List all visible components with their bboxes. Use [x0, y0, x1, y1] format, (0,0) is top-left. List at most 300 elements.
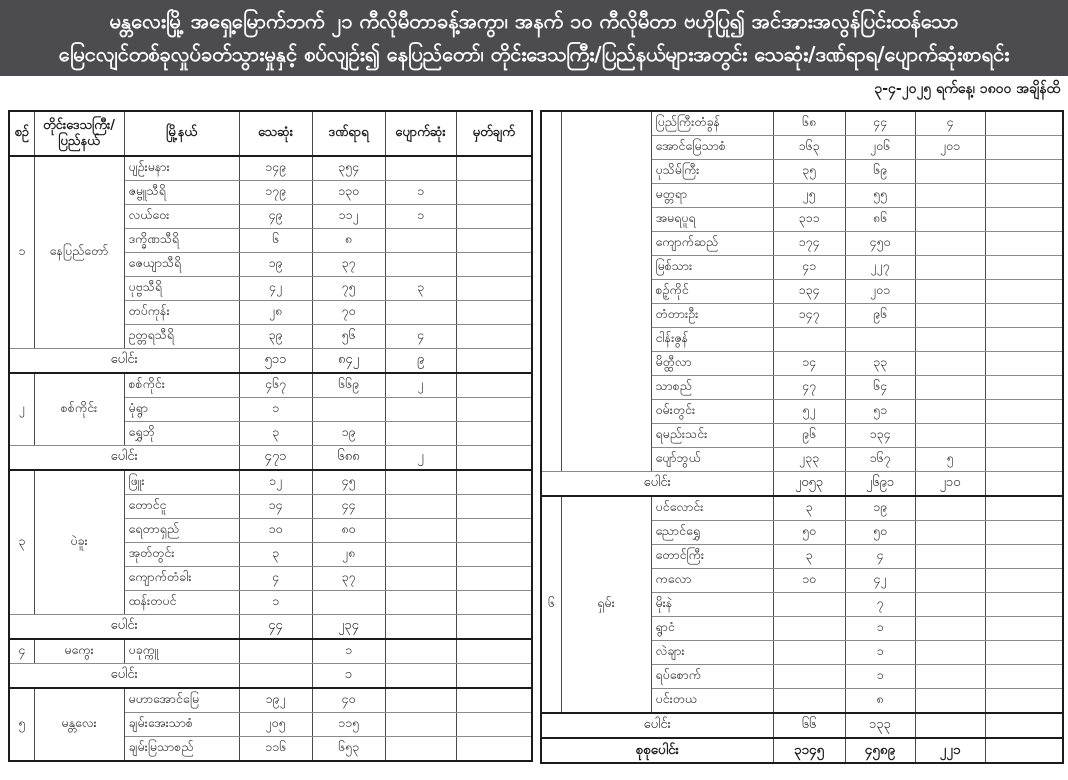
remark-cell — [985, 424, 1063, 448]
injured-cell: ၁၁၂ — [312, 205, 385, 229]
remark-cell — [985, 569, 1063, 593]
remark-cell — [456, 349, 532, 374]
header-row — [9, 111, 532, 156]
total-row — [9, 349, 532, 374]
deaths-cell: ၁ — [239, 398, 312, 422]
missing-cell: ၂ — [385, 373, 456, 398]
col-header-deaths: သေဆုံး — [239, 111, 312, 156]
remark-cell — [456, 205, 532, 229]
table-row — [9, 156, 532, 181]
injured-cell: ၄၄ — [312, 495, 385, 519]
injured-cell: ၁၃၀ — [312, 181, 385, 205]
township-cell: ဇေယျာသီရိ — [124, 253, 239, 277]
missing-cell — [915, 280, 985, 304]
township-cell: ပင်လောင်း — [651, 496, 773, 521]
missing-cell: ၂၂၁ — [915, 738, 985, 763]
total-label-cell: ပေါင်း — [541, 472, 773, 497]
missing-cell — [385, 567, 456, 591]
total-row — [9, 615, 532, 640]
missing-cell — [915, 545, 985, 569]
missing-cell: ၃ — [385, 277, 456, 301]
date-line: ၃-၄-၂၀၂၅ ရက်နေ့၊ ၁၈၀၀ အချိန်ထိ — [874, 81, 1060, 97]
remark-cell — [456, 253, 532, 277]
injured-cell: ၄၂ — [845, 569, 915, 593]
remark-cell — [456, 688, 532, 713]
township-cell: ပင်းတယ — [651, 689, 773, 714]
missing-cell — [385, 156, 456, 181]
injured-cell: ၈ — [845, 689, 915, 714]
deaths-cell: ၃၁၁ — [773, 208, 845, 232]
injured-cell — [845, 328, 915, 352]
injured-cell: ၂၀၆ — [845, 136, 915, 160]
township-cell: ပုဗ္ဗသီရိ — [124, 277, 239, 301]
missing-cell — [915, 304, 985, 328]
col-header-no: စဉ် — [9, 111, 34, 156]
injured-cell: ၇၅ — [312, 277, 385, 301]
injured-cell: ၁၉ — [312, 422, 385, 446]
region-cell: မန္တလေး — [34, 688, 124, 761]
remark-cell — [456, 470, 532, 495]
injured-cell: ၄၅ — [312, 470, 385, 495]
deaths-cell — [773, 617, 845, 641]
township-cell: ဥတ္တရသီရိ — [124, 325, 239, 349]
remark-cell — [985, 400, 1063, 424]
deaths-cell — [773, 593, 845, 617]
table-row — [9, 373, 532, 398]
township-cell: မုံရွာ — [124, 398, 239, 422]
remark-cell — [985, 280, 1063, 304]
injured-cell: ၃၇ — [312, 567, 385, 591]
col-header-injured: ဒဏ်ရာရ — [312, 111, 385, 156]
township-cell: ပျဉ်းမနား — [124, 156, 239, 181]
injured-cell: ၁ — [845, 665, 915, 689]
missing-cell — [915, 424, 985, 448]
missing-cell — [385, 398, 456, 422]
injured-cell: ၇ — [845, 593, 915, 617]
injured-cell: ၃၃ — [845, 352, 915, 376]
township-cell: ကျောက်တံခါး — [124, 567, 239, 591]
missing-cell — [915, 689, 985, 714]
township-cell: ညောင်ရွှေ — [651, 521, 773, 545]
injured-cell: ၁ — [845, 641, 915, 665]
deaths-cell — [773, 641, 845, 665]
serial-cell: ၂ — [9, 373, 34, 446]
injured-cell: ၄၀ — [312, 688, 385, 713]
missing-cell: ၄ — [915, 111, 985, 136]
missing-cell: ၁ — [385, 205, 456, 229]
total-label-cell: ပေါင်း — [9, 349, 239, 374]
remark-cell — [985, 160, 1063, 184]
deaths-cell: ၁၃၄ — [773, 280, 845, 304]
deaths-cell: ၂၃၃ — [773, 448, 845, 472]
deaths-cell: ၁၄၇ — [773, 304, 845, 328]
region-cell — [561, 111, 651, 472]
remark-cell — [985, 328, 1063, 352]
serial-cell — [541, 111, 561, 472]
remark-cell — [985, 521, 1063, 545]
township-cell: မတ္တရာ — [651, 184, 773, 208]
remark-cell — [456, 181, 532, 205]
missing-cell — [385, 495, 456, 519]
deaths-cell: ၁၉၂ — [239, 688, 312, 713]
table-row — [9, 470, 532, 495]
injured-cell: ၂၀၁ — [845, 280, 915, 304]
remark-cell — [985, 545, 1063, 569]
deaths-cell: ၅၂ — [773, 400, 845, 424]
remark-cell — [456, 325, 532, 349]
township-cell: ရေတာရှည် — [124, 519, 239, 543]
remark-cell — [456, 713, 532, 737]
missing-cell — [385, 519, 456, 543]
township-cell: ပြည်ကြီးတံခွန် — [651, 111, 773, 136]
deaths-cell: ၃ — [239, 422, 312, 446]
total-row — [9, 446, 532, 471]
township-cell: ဇမ္ဗူသီရိ — [124, 181, 239, 205]
deaths-cell — [773, 689, 845, 714]
injured-cell: ၃၇ — [312, 253, 385, 277]
deaths-cell: ၁၇၄ — [773, 232, 845, 256]
remark-cell — [456, 615, 532, 640]
injured-cell: ၃၅၄ — [312, 156, 385, 181]
remark-cell — [456, 664, 532, 689]
injured-cell: ၄၅၀ — [845, 232, 915, 256]
township-cell: တောင်ကြီး — [651, 545, 773, 569]
table-row — [541, 496, 1063, 521]
remark-cell — [985, 111, 1063, 136]
injured-cell: ၄၅၈၉ — [845, 738, 915, 763]
injured-cell: ၂၆၉၁ — [845, 472, 915, 497]
remark-cell — [985, 496, 1063, 521]
township-cell: ရွာငံ — [651, 617, 773, 641]
deaths-cell: ၁၆၃ — [773, 136, 845, 160]
deaths-cell: ၁ — [239, 591, 312, 615]
injured-cell: ၂၈ — [312, 543, 385, 567]
deaths-cell: ၁၄၉ — [239, 156, 312, 181]
township-cell: မြစ်သား — [651, 256, 773, 280]
missing-cell — [385, 301, 456, 325]
township-cell: မိတ္ထီလာ — [651, 352, 773, 376]
injured-cell: ၂၂၇ — [845, 256, 915, 280]
region-cell: မကွေး — [34, 639, 124, 664]
deaths-cell — [773, 665, 845, 689]
missing-cell — [915, 256, 985, 280]
col-header-region — [34, 111, 124, 156]
remark-cell — [456, 495, 532, 519]
missing-cell — [915, 184, 985, 208]
total-label-cell: ပေါင်း — [9, 446, 239, 471]
deaths-cell: ၆၈ — [773, 111, 845, 136]
missing-cell — [385, 664, 456, 689]
remark-cell — [985, 352, 1063, 376]
deaths-cell: ၄၇ — [773, 376, 845, 400]
table-row — [9, 688, 532, 713]
missing-cell — [915, 400, 985, 424]
remark-cell — [985, 232, 1063, 256]
deaths-cell: ၃၅ — [773, 160, 845, 184]
injured-cell: ၁ — [312, 664, 385, 689]
injured-cell: ၂၃၄ — [312, 615, 385, 640]
township-cell: ဖြူး — [124, 470, 239, 495]
missing-cell — [915, 641, 985, 665]
missing-cell — [385, 591, 456, 615]
remark-cell — [985, 184, 1063, 208]
total-row — [9, 664, 532, 689]
injured-cell: ၁၃၄ — [845, 424, 915, 448]
missing-cell — [915, 521, 985, 545]
missing-cell: ၉ — [385, 349, 456, 374]
remark-cell — [985, 304, 1063, 328]
deaths-cell: ၃ — [773, 545, 845, 569]
deaths-cell: ၄၇၁ — [239, 446, 312, 471]
township-cell: ကလော — [651, 569, 773, 593]
col-header-region-line2: ပြည်နယ် — [58, 133, 100, 149]
missing-cell: ၂၀၁ — [915, 136, 985, 160]
deaths-cell: ၄၁ — [773, 256, 845, 280]
remark-cell — [456, 156, 532, 181]
serial-cell: ၁ — [9, 156, 34, 349]
region-cell: ပဲခူး — [34, 470, 124, 615]
remark-cell — [985, 256, 1063, 280]
remark-cell — [985, 617, 1063, 641]
township-cell: အောင်မြေသာစံ — [651, 136, 773, 160]
injured-cell: ၁၆၇ — [845, 448, 915, 472]
township-cell: အုတ်တွင်း — [124, 543, 239, 567]
missing-cell — [385, 615, 456, 640]
township-cell: ရွှေဘို — [124, 422, 239, 446]
remark-cell — [985, 472, 1063, 497]
deaths-cell: ၄၉ — [239, 205, 312, 229]
missing-cell: ၁ — [385, 181, 456, 205]
missing-cell — [385, 470, 456, 495]
missing-cell — [385, 229, 456, 253]
township-cell: စစ်ကိုင်း — [124, 373, 239, 398]
missing-cell — [915, 713, 985, 738]
deaths-cell — [773, 328, 845, 352]
township-cell: ထန်းတပင် — [124, 591, 239, 615]
remark-cell — [456, 229, 532, 253]
injured-cell: ၈၄၂ — [312, 349, 385, 374]
remark-cell — [985, 136, 1063, 160]
deaths-cell: ၁၀ — [239, 519, 312, 543]
township-cell: လယ်ဝေး — [124, 205, 239, 229]
township-cell: ငါန်းဇွန် — [651, 328, 773, 352]
col-header-township: မြို့နယ် — [124, 111, 239, 156]
remark-cell — [456, 446, 532, 471]
missing-cell — [385, 422, 456, 446]
missing-cell — [915, 208, 985, 232]
deaths-cell: ၃ — [773, 496, 845, 521]
remark-cell — [456, 373, 532, 398]
deaths-cell: ၄ — [239, 567, 312, 591]
total-label-cell: ပေါင်း — [541, 713, 773, 738]
township-cell: မိုးနဲ — [651, 593, 773, 617]
missing-cell — [915, 569, 985, 593]
deaths-cell: ၅၀ — [773, 521, 845, 545]
missing-cell — [385, 253, 456, 277]
col-header-region-line1: တိုင်းဒေသကြီး/ — [42, 117, 116, 133]
remark-cell — [985, 689, 1063, 714]
injured-cell: ၆၅၃ — [312, 737, 385, 762]
remark-cell — [456, 277, 532, 301]
remark-cell — [456, 543, 532, 567]
deaths-cell: ၄၆၇ — [239, 373, 312, 398]
deaths-cell: ၉၆ — [773, 424, 845, 448]
table-row — [541, 111, 1063, 136]
deaths-cell: ၃၉ — [239, 325, 312, 349]
deaths-cell: ၃၁၄၅ — [773, 738, 845, 763]
serial-cell: ၅ — [9, 688, 34, 761]
missing-cell: ၅ — [915, 448, 985, 472]
injured-cell — [312, 398, 385, 422]
injured-cell: ၈ — [312, 229, 385, 253]
injured-cell: ၄၄ — [845, 111, 915, 136]
deaths-cell: ၂၅ — [773, 184, 845, 208]
grand-total-label-cell: စုစုပေါင်း — [541, 738, 773, 763]
township-cell: သာစည် — [651, 376, 773, 400]
missing-cell — [385, 639, 456, 664]
deaths-cell: ၁၀ — [773, 569, 845, 593]
injured-cell: ၁၉ — [845, 496, 915, 521]
missing-cell: ၂၁၀ — [915, 472, 985, 497]
missing-cell: ၄ — [385, 325, 456, 349]
township-cell: ဒက္ခိဏသီရိ — [124, 229, 239, 253]
remark-cell — [456, 422, 532, 446]
township-cell: အမရပူရ — [651, 208, 773, 232]
township-cell: တံတားဦး — [651, 304, 773, 328]
injured-cell: ၆၄ — [845, 376, 915, 400]
injured-cell: ၅၆ — [312, 325, 385, 349]
remark-cell — [985, 376, 1063, 400]
township-cell: ချမ်းအေးသာစံ — [124, 713, 239, 737]
table-row — [9, 639, 532, 664]
total-row — [541, 472, 1063, 497]
deaths-cell: ၁၄ — [239, 495, 312, 519]
serial-cell: ၆ — [541, 496, 561, 713]
injured-cell: ၁ — [845, 617, 915, 641]
injured-cell: ၆၉ — [845, 160, 915, 184]
township-cell: ပခုက္ကူ — [124, 639, 239, 664]
remark-cell — [456, 591, 532, 615]
region-cell: နေပြည်တော် — [34, 156, 124, 349]
remark-cell — [456, 639, 532, 664]
township-cell: ရမည်းသင်း — [651, 424, 773, 448]
deaths-cell: ၅၁၁ — [239, 349, 312, 374]
injured-cell: ၁ — [312, 639, 385, 664]
remark-cell — [456, 737, 532, 762]
deaths-cell: ၁၉ — [239, 253, 312, 277]
title-line-2: မြေငလျင်တစ်ခုလှုပ်ခတ်သွားမှုနှင့် စပ်လျဉ်း၍ နေပြည်တော်၊ တိုင်းဒေသကြီး/ပြည်နယ်များအတွင်း သေဆုံး/ဒဏ်ရာရ/ပျောက်ဆုံးစာရင်း — [58, 42, 1010, 66]
township-cell: လဲချား — [651, 641, 773, 665]
missing-cell: ၂ — [385, 446, 456, 471]
deaths-cell: ၂၀၅၃ — [773, 472, 845, 497]
total-label-cell: ပေါင်း — [9, 664, 239, 689]
township-cell: မဟာအောင်မြေ — [124, 688, 239, 713]
remark-cell — [456, 398, 532, 422]
deaths-cell: ၄၄ — [239, 615, 312, 640]
missing-cell — [385, 737, 456, 762]
casualty-table-right — [540, 110, 1064, 764]
serial-cell: ၄ — [9, 639, 34, 664]
remark-cell — [985, 713, 1063, 738]
injured-cell: ၅၀ — [845, 521, 915, 545]
deaths-cell: ၂၈ — [239, 301, 312, 325]
deaths-cell: ၁၁၆ — [239, 737, 312, 762]
col-header-missing: ပျောက်ဆုံး — [385, 111, 456, 156]
missing-cell — [915, 328, 985, 352]
missing-cell — [385, 543, 456, 567]
township-cell: ရပ်စောက် — [651, 665, 773, 689]
col-header-remark: မှတ်ချက် — [456, 111, 532, 156]
deaths-cell: ၁၇၉ — [239, 181, 312, 205]
missing-cell — [385, 688, 456, 713]
missing-cell — [915, 232, 985, 256]
total-label-cell: ပေါင်း — [9, 615, 239, 640]
remark-cell — [985, 665, 1063, 689]
remark-cell — [985, 641, 1063, 665]
missing-cell — [915, 617, 985, 641]
deaths-cell — [239, 639, 312, 664]
township-cell: တပ်ကုန်း — [124, 301, 239, 325]
injured-cell: ၈၆ — [845, 208, 915, 232]
title-line-1: မန္တလေးမြို့ အရှေ့မြောက်ဘက် ၂၁ ကီလိုမီတာခန့်အကွာ၊ အနက် ၁၀ ကီလိုမီတာ ဗဟိုပြု၍ အင်အားအလွန်ပြင်းထန်သော — [109, 9, 959, 33]
deaths-cell: ၆ — [239, 229, 312, 253]
missing-cell — [915, 376, 985, 400]
injured-cell: ၇၀ — [312, 301, 385, 325]
injured-cell: ၁၁၅ — [312, 713, 385, 737]
township-cell: ပျော်ဘွယ် — [651, 448, 773, 472]
missing-cell — [915, 160, 985, 184]
remark-cell — [456, 301, 532, 325]
deaths-cell: ၄၂ — [239, 277, 312, 301]
deaths-cell: ၃ — [239, 543, 312, 567]
remark-cell — [985, 738, 1063, 763]
township-cell: ပုသိမ်ကြီး — [651, 160, 773, 184]
deaths-cell: ၆၆ — [773, 713, 845, 738]
missing-cell — [915, 593, 985, 617]
remark-cell — [985, 448, 1063, 472]
title-banner — [0, 0, 1068, 76]
serial-cell: ၃ — [9, 470, 34, 615]
missing-cell — [915, 665, 985, 689]
injured-cell: ၈၀ — [312, 519, 385, 543]
township-cell: တောင်ငူ — [124, 495, 239, 519]
injured-cell: ၆၆၉ — [312, 373, 385, 398]
injured-cell: ၉၆ — [845, 304, 915, 328]
deaths-cell: ၁၂ — [239, 470, 312, 495]
injured-cell: ၆၈၈ — [312, 446, 385, 471]
township-cell: စဉ့်ကိုင် — [651, 280, 773, 304]
total-row — [541, 713, 1063, 738]
injured-cell: ၅၅ — [845, 184, 915, 208]
injured-cell: ၁၃၃ — [845, 713, 915, 738]
remark-cell — [456, 567, 532, 591]
injured-cell: ၄ — [845, 545, 915, 569]
remark-cell — [985, 208, 1063, 232]
grand-total-row — [541, 738, 1063, 763]
missing-cell — [385, 713, 456, 737]
region-cell: ရှမ်း — [561, 496, 651, 713]
deaths-cell — [239, 664, 312, 689]
township-cell: ဝမ်းတွင်း — [651, 400, 773, 424]
township-cell: ကျောက်ဆည် — [651, 232, 773, 256]
injured-cell — [312, 591, 385, 615]
remark-cell — [985, 593, 1063, 617]
missing-cell — [915, 352, 985, 376]
deaths-cell: ၁၄ — [773, 352, 845, 376]
casualty-table-left — [8, 110, 533, 762]
remark-cell — [456, 519, 532, 543]
township-cell: ချမ်းမြသာစည် — [124, 737, 239, 762]
